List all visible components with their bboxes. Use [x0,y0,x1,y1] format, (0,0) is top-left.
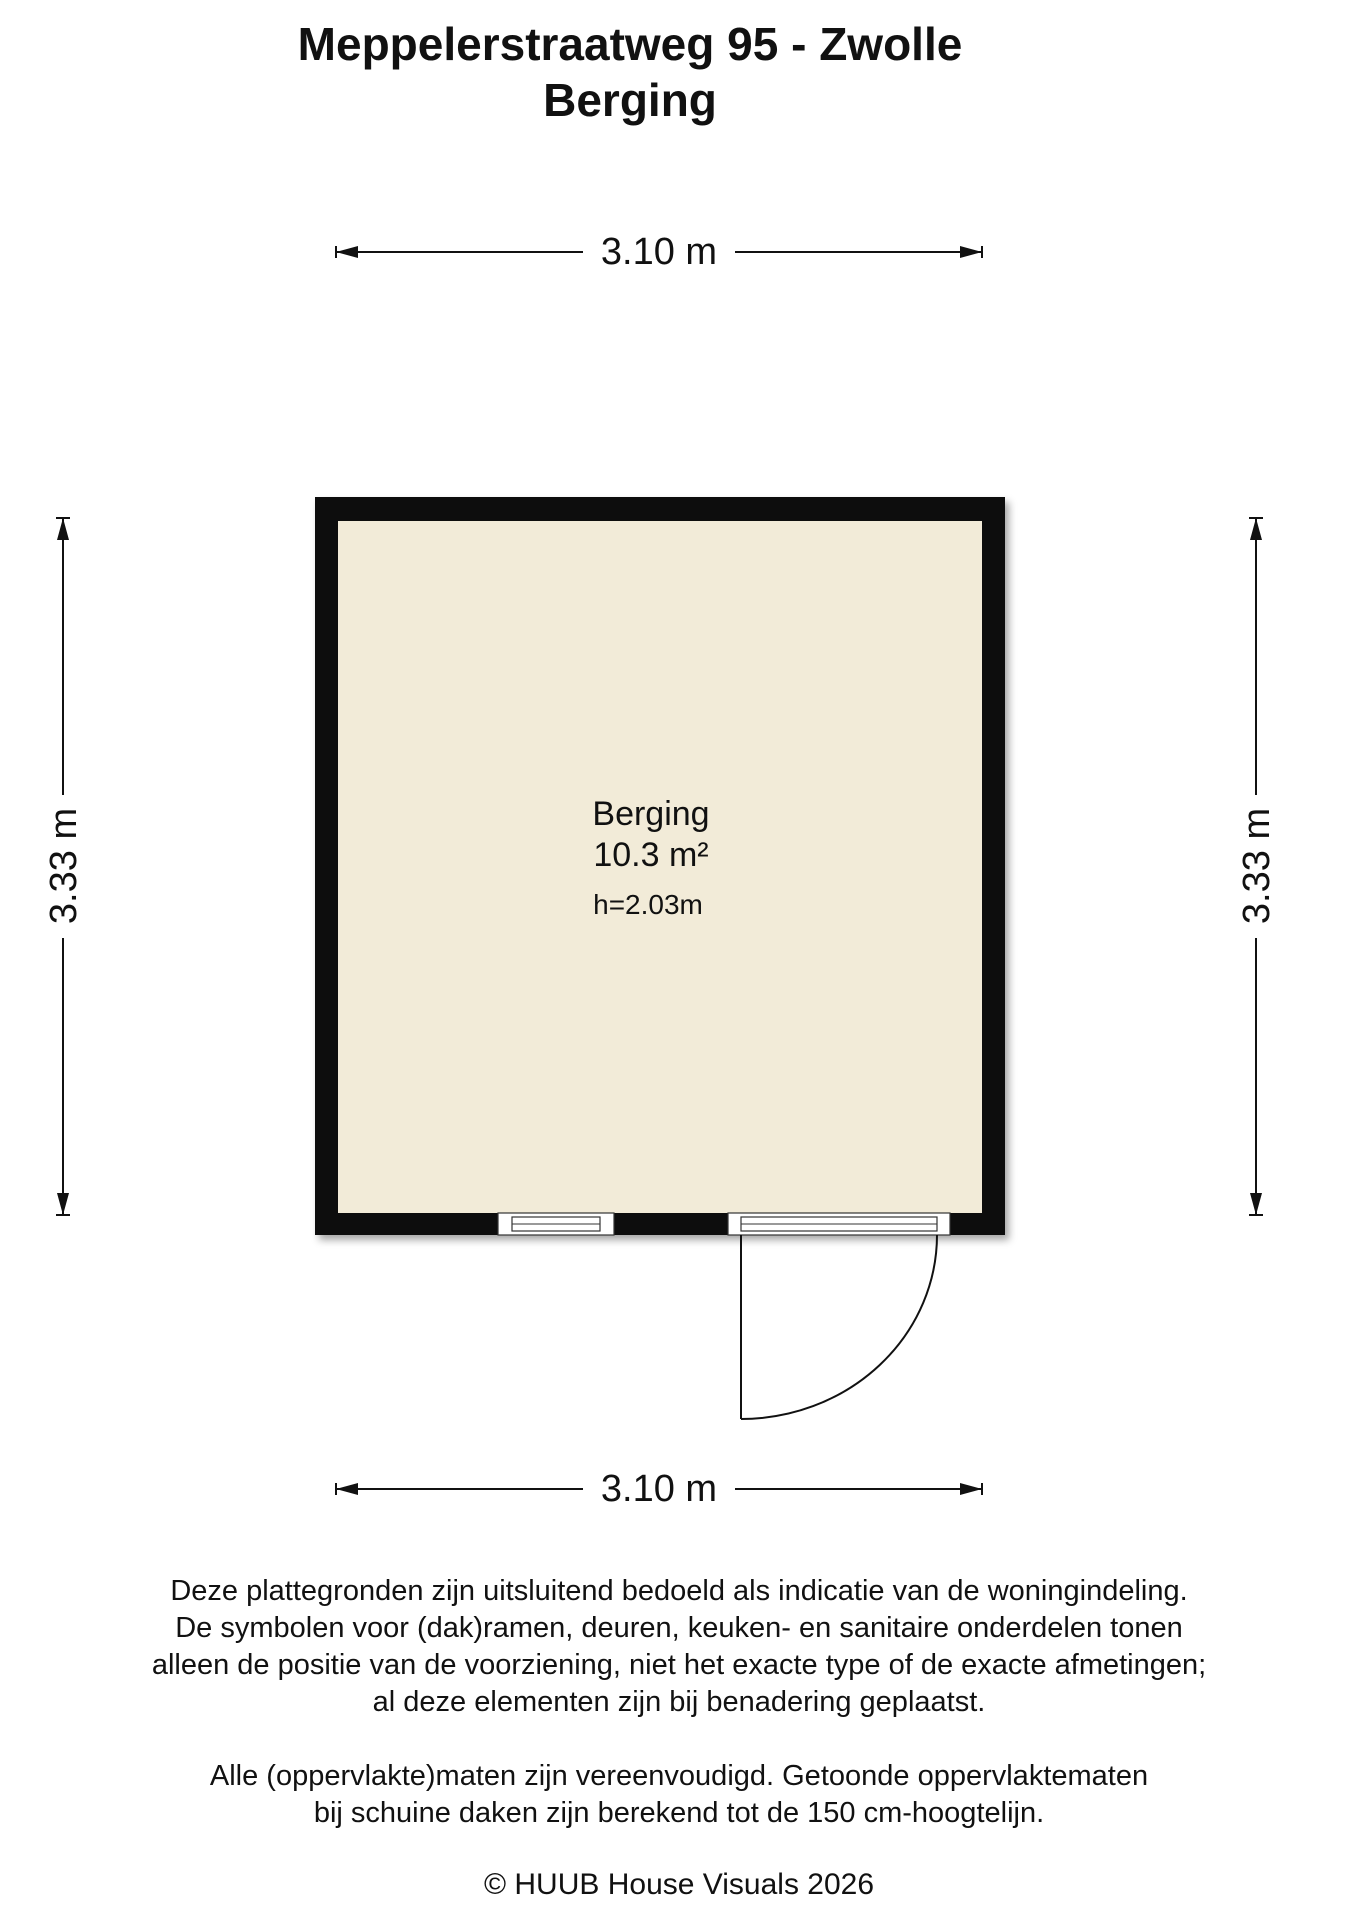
disclaimer-line: Deze plattegronden zijn uitsluitend bedoeld als indicatie van de woningindeling. [170,1575,1188,1607]
room-name: Berging [592,795,710,833]
room-height: h=2.03m [593,889,703,920]
window-bottom [498,1213,614,1235]
dimension-right-depth [1236,518,1278,1215]
disclaimer-line: De symbolen voor (dak)ramen, deuren, keuken- en sanitaire onderdelen tonen [175,1612,1183,1644]
dimension-bottom-label: 3.10 m [600,1468,718,1510]
dimension-left-label: 3.33 m [43,807,85,925]
copyright-notice: © HUUB House Visuals 2026 [483,1868,875,1901]
disclaimer-line: Alle (oppervlakte)maten zijn vereenvoudigd. Getoonde oppervlaktematen [209,1760,1149,1792]
dimension-top-width [336,231,982,273]
dimension-left-depth [43,518,85,1215]
disclaimer-line: bij schuine daken zijn berekend tot de 150 cm-hoogtelijn. [313,1797,1045,1829]
floor-name-title: Berging [543,74,717,126]
disclaimer-line: alleen de positie van de voorziening, niet het exacte type of de exacte afmetingen; [151,1649,1207,1681]
disclaimer-line: al deze elementen zijn bij benadering geplaatst. [372,1686,986,1718]
dimension-right-label: 3.33 m [1236,807,1278,925]
dimension-bottom-width [336,1468,982,1510]
room-berging [315,497,1005,1419]
room-area: 10.3 m² [593,836,709,874]
dimension-top-label: 3.10 m [600,231,718,273]
disclaimer-paragraph-1 [0,1573,1358,1721]
plan-address-title: Meppelerstraatweg 95 - Zwolle [297,18,963,70]
door-bottom [728,1213,950,1419]
disclaimer-paragraph-2 [0,1758,1358,1832]
